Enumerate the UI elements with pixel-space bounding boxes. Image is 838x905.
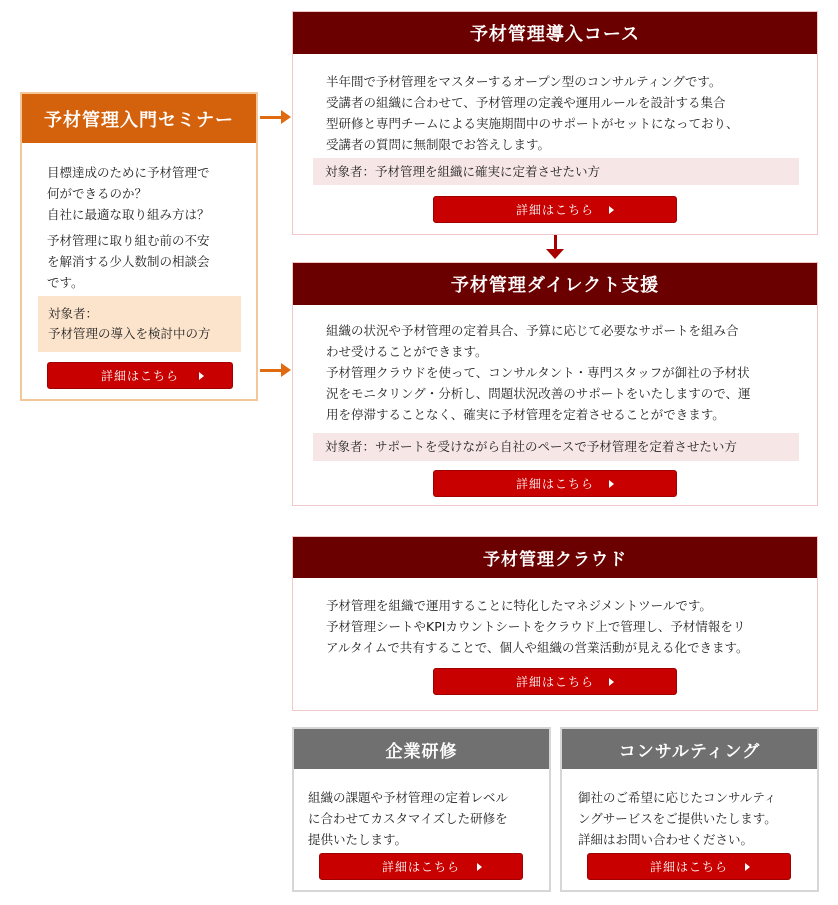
- consulting-description: 御社のご希望に応じたコンサルティ ングサービスをご提供いたします。 詳細はお問い合わせください。: [578, 790, 777, 847]
- consulting-details-button[interactable]: 詳細はこちら: [587, 853, 791, 880]
- seminar-description: 目標達成のために予材管理で 何ができるのか？ 自社に最適な取り組み方は？: [47, 165, 210, 222]
- training-details-button[interactable]: 詳細はこちら: [319, 853, 523, 880]
- intro-course-target: 対象者：予材管理を組織に確実に定着させたい方: [313, 158, 799, 185]
- cloud-card: [292, 536, 818, 711]
- cloud-title: 予材管理クラウド: [293, 537, 817, 578]
- seminar-card: [20, 92, 258, 401]
- arrow-right-icon: [609, 206, 614, 214]
- consulting-card: [560, 727, 819, 892]
- arrow-to-intro-course: [260, 116, 282, 119]
- arrow-to-direct-support: [260, 369, 282, 372]
- cloud-description: 予材管理を組織で運用することに特化したマネジメントツールです。 予材管理シートやKPIカウントシートをクラウド上で管理し、予材情報をリ アルタイムで共有することで、個人や組織の営業活動が見える化できます。: [326, 598, 749, 655]
- consulting-title: コンサルティング: [562, 729, 817, 769]
- direct-support-description: 組織の状況や予材管理の定着具合、予算に応じて必要なサポートを組み合 わせ受けることができます。 予材管理クラウドを使って、コンサルタント・専門スタッフが御社の予材状 況をモニタリング・分析し、問題状況改善のサポートをいたしますので、運 用を停滞することなく、確実に予材管理を定着させることができます。: [326, 323, 751, 422]
- intro-course-card: [292, 11, 818, 235]
- seminar-target: 対象者： 予材管理の導入を検討中の方: [38, 296, 241, 352]
- seminar-title: 予材管理入門セミナー: [22, 94, 256, 143]
- arrow-right-icon: [609, 480, 614, 488]
- intro-course-title: 予材管理導入コース: [293, 12, 817, 54]
- seminar-details-button[interactable]: 詳細はこちら: [47, 362, 233, 389]
- arrow-right-icon: [745, 863, 750, 871]
- arrow-right-icon: [477, 863, 482, 871]
- arrow-right-icon: [609, 678, 614, 686]
- training-title: 企業研修: [294, 729, 549, 769]
- direct-support-title: 予材管理ダイレクト支援: [293, 263, 817, 305]
- arrow-down-icon: [546, 249, 564, 259]
- seminar-description-2: 予材管理に取り組む前の不安 を解消する少人数制の相談会 です。: [47, 233, 210, 290]
- cloud-details-button[interactable]: 詳細はこちら: [433, 668, 677, 695]
- arrow-right-icon: [199, 372, 204, 380]
- direct-support-details-button[interactable]: 詳細はこちら: [433, 470, 677, 497]
- intro-course-details-button[interactable]: 詳細はこちら: [433, 196, 677, 223]
- direct-support-target: 対象者：サポートを受けながら自社のペースで予材管理を定着させたい方: [313, 433, 799, 461]
- intro-course-description: 半年間で予材管理をマスターするオープン型のコンサルティングです。 受講者の組織に合わせて、予材管理の定義や運用ルールを設計する集合 型研修と専門チームによる実施期間中のサポートがセットになっており、 受講者の質問に無制限でお答えします。: [326, 74, 739, 152]
- direct-support-card: [292, 262, 818, 506]
- training-card: [292, 727, 551, 892]
- arrow-down-connector: [554, 235, 557, 250]
- training-description: 組織の課題や予材管理の定着レベル に合わせてカスタマイズした研修を 提供いたします。: [308, 790, 509, 847]
